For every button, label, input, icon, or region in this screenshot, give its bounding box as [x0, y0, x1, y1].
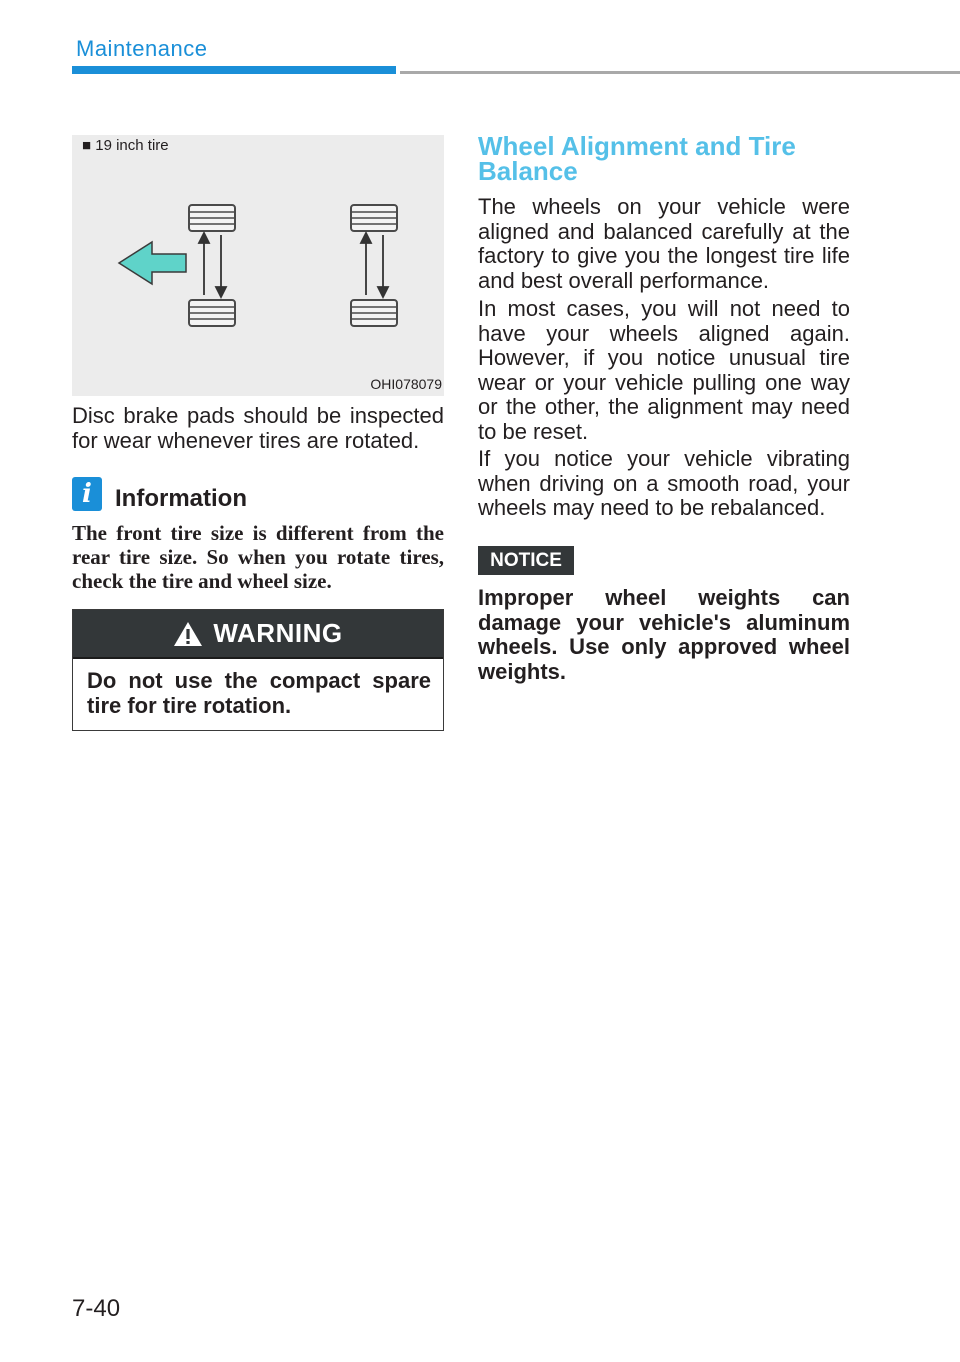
- figure-code: OHI078079: [370, 376, 442, 392]
- information-title: Information: [115, 485, 247, 512]
- header-divider: [400, 71, 960, 74]
- warning-header: [73, 610, 443, 659]
- front-right-tire-icon: [351, 205, 397, 231]
- section-title: Wheel Alignment and Tire Balance: [478, 131, 796, 186]
- paragraph-realignment: In most cases, you will not need to have your wheels aligned again. However, if you notice unusual tire wear or your vehicle pulling one way or the other, the alignment may need to be reset.: [478, 296, 850, 444]
- notice-badge: NOTICE: [478, 546, 574, 575]
- header-accent-bar: [72, 66, 396, 74]
- brake-pads-paragraph: Disc brake pads should be inspected for wear whenever tires are rotated.: [72, 403, 444, 453]
- page-number: 7-40: [72, 1295, 121, 1322]
- warning-triangle-icon: [173, 621, 203, 647]
- rear-left-tire-icon: [189, 300, 235, 326]
- rear-right-tire-icon: [351, 300, 397, 326]
- section-header: Maintenance: [76, 36, 208, 61]
- information-icon: i: [72, 477, 102, 511]
- warning-label: WARNING: [213, 618, 343, 648]
- paragraph-factory-alignment: The wheels on your vehicle were aligned and balanced carefully at the factory to give you the longest tire life and best overall performance.: [478, 194, 850, 293]
- warning-box: [72, 609, 444, 731]
- right-swap-arrows-icon: [361, 233, 388, 297]
- information-text: The front tire size is different from the rear tire size. So when you rotate tires, check the tire and wheel size.: [72, 521, 444, 593]
- figure-caption: [82, 137, 169, 154]
- left-swap-arrows-icon: [199, 233, 226, 297]
- front-left-tire-icon: [189, 205, 235, 231]
- paragraph-rebalancing: If you notice your vehicle vibrating when driving on a smooth road, your wheels may need to be rebalanced.: [478, 446, 850, 520]
- notice-text: Improper wheel weights can damage your vehicle's aluminum wheels. Use only approved wheel weights.: [478, 585, 850, 684]
- forward-direction-arrow-icon: [119, 242, 186, 284]
- caption-text: 19 inch tire: [95, 137, 169, 154]
- tire-rotation-diagram: [72, 135, 444, 396]
- warning-text: Do not use the compact spare tire for tire rotation.: [87, 668, 431, 718]
- tire-rotation-figure: [72, 135, 444, 396]
- caption-marker: ■: [82, 137, 92, 154]
